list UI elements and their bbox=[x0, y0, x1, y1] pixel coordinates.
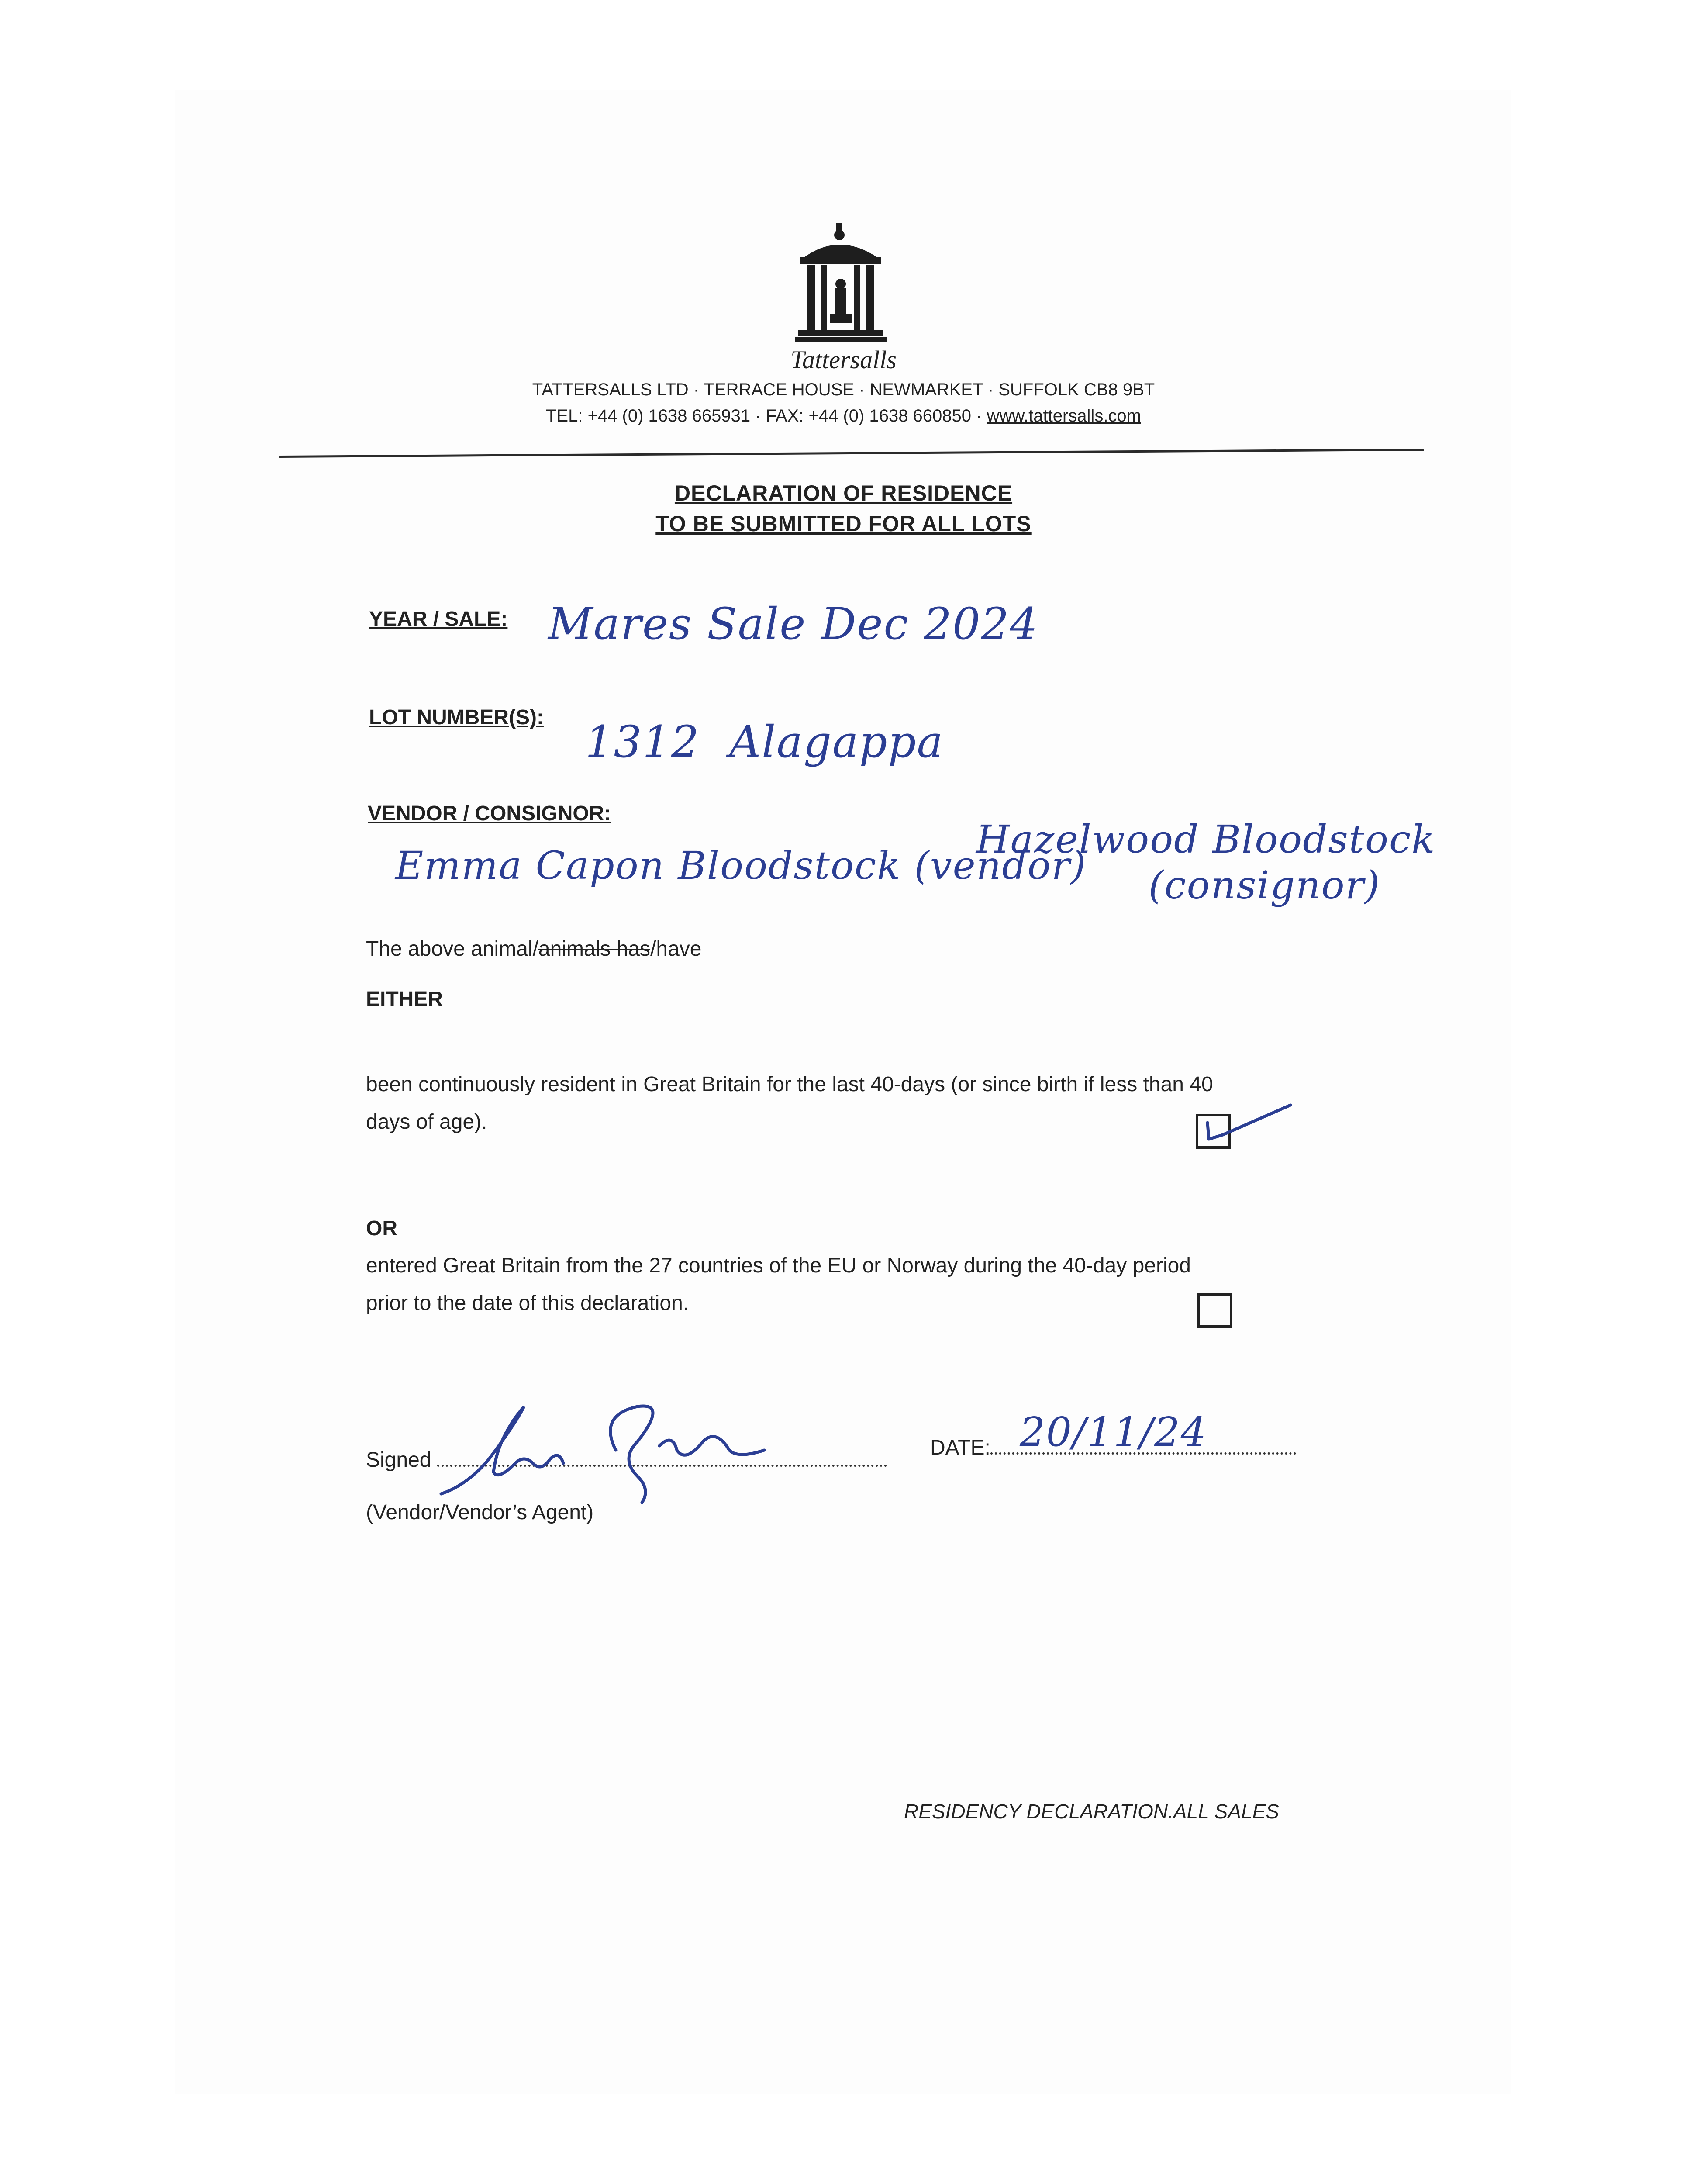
year-sale-value[interactable]: Mares Sale Dec 2024 bbox=[548, 598, 1038, 650]
tattersalls-rotunda-logo bbox=[795, 223, 887, 349]
brand-name: Tattersalls bbox=[790, 346, 897, 374]
handwritten-signature[interactable] bbox=[432, 1389, 795, 1507]
statement-prefix: The above animal/ bbox=[366, 937, 538, 961]
lot-number-label: LOT NUMBER(S): bbox=[369, 706, 544, 729]
vendor-value[interactable]: Emma Capon Bloodstock (vendor) bbox=[395, 843, 1087, 888]
statement-struck-text: animals has bbox=[538, 937, 651, 961]
option-resident-line1: been continuously resident in Great Britain for the last 40-days (or since birth if less than 40 bbox=[366, 1073, 1213, 1096]
signed-label: Signed bbox=[366, 1448, 431, 1472]
company-contact bbox=[0, 406, 1687, 426]
date-value[interactable]: 20/11/24 bbox=[1020, 1409, 1207, 1455]
vendor-consignor-label: VENDOR / CONSIGNOR: bbox=[368, 802, 611, 825]
document-title: DECLARATION OF RESIDENCE bbox=[674, 481, 1013, 505]
signatory-role: (Vendor/Vendor’s Agent) bbox=[366, 1501, 594, 1524]
or-heading: OR bbox=[366, 1217, 397, 1240]
date-label: DATE: bbox=[930, 1436, 990, 1459]
contact-numbers: TEL: +44 (0) 1638 665931 · FAX: +44 (0) 1638 660850 · bbox=[546, 406, 987, 425]
website-link[interactable]: www.tattersalls.com bbox=[987, 406, 1141, 425]
lot-number-value[interactable]: 1312 Alagappa bbox=[585, 716, 944, 767]
either-heading: EITHER bbox=[366, 988, 443, 1011]
consignor-note[interactable]: (consignor) bbox=[1149, 863, 1380, 908]
option-resident-line2: days of age). bbox=[366, 1110, 487, 1133]
option-eu-checkbox[interactable] bbox=[1197, 1293, 1232, 1328]
option-eu-text bbox=[366, 1247, 1191, 1322]
animal-statement bbox=[366, 930, 701, 968]
option-eu-line2: prior to the date of this declaration. bbox=[366, 1292, 689, 1315]
option-resident-text bbox=[366, 1066, 1213, 1141]
year-sale-label: YEAR / SALE: bbox=[369, 608, 508, 631]
document-subtitle: TO BE SUBMITTED FOR ALL LOTS bbox=[655, 511, 1032, 536]
statement-suffix: /have bbox=[650, 937, 702, 961]
option-eu-line1: entered Great Britain from the 27 countries of the EU or Norway during the 40-day period bbox=[366, 1254, 1191, 1277]
checkmark-icon bbox=[1197, 1101, 1301, 1153]
consignor-value[interactable]: Hazelwood Bloodstock bbox=[976, 817, 1436, 862]
company-address: TATTERSALLS LTD · TERRACE HOUSE · NEWMARKET · SUFFOLK CB8 9BT bbox=[532, 380, 1155, 399]
form-reference: RESIDENCY DECLARATION.ALL SALES bbox=[904, 1800, 1279, 1823]
